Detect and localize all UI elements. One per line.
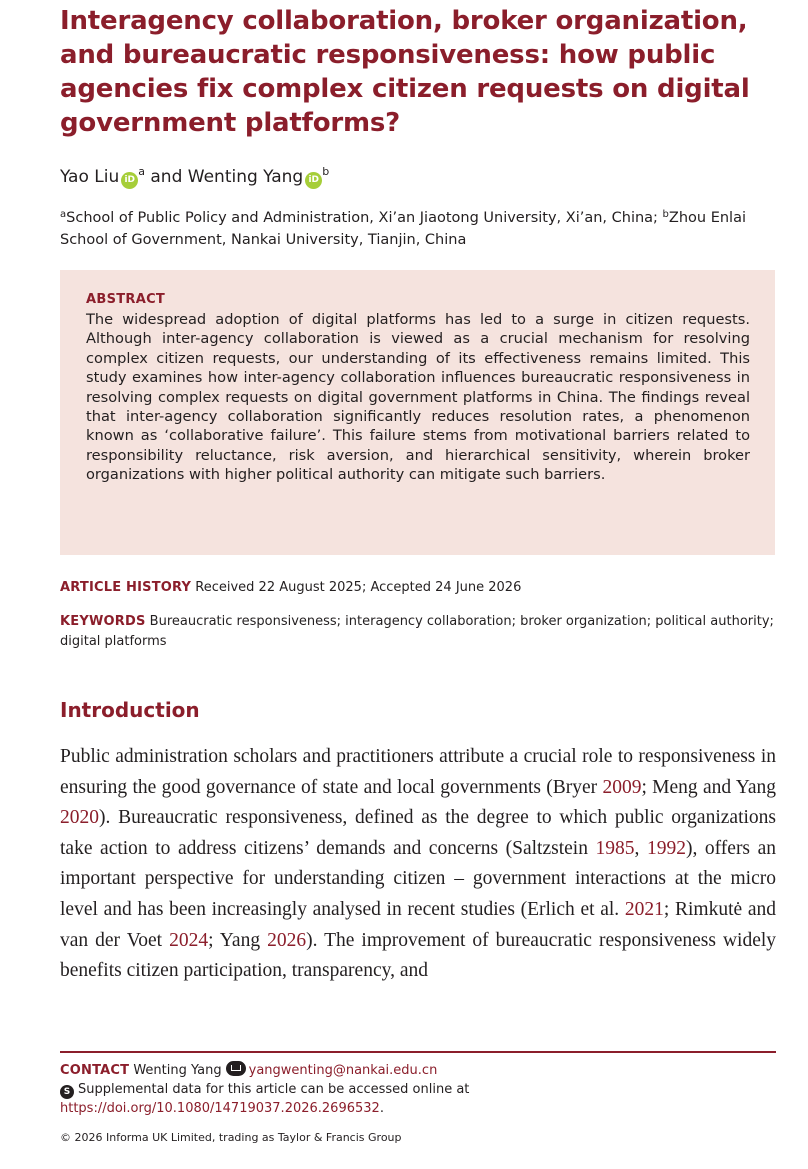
keywords-label: KEYWORDS	[60, 614, 146, 629]
citation-link[interactable]: 2020	[60, 807, 99, 829]
supplemental-data-icon: S	[60, 1085, 74, 1099]
author-connector: and	[150, 167, 183, 187]
footer-divider	[60, 1051, 776, 1053]
affiliation-marker: b	[662, 209, 669, 220]
introduction-paragraph	[60, 742, 776, 987]
affiliation-text: School of Public Policy and Administration, Xi’an Jiaotong University, Xi’an, China;	[66, 210, 658, 226]
contact-email-link[interactable]: yangwenting@nankai.edu.cn	[248, 1063, 438, 1078]
affiliation-marker: b	[322, 165, 330, 178]
affiliation-marker: a	[60, 209, 67, 220]
supplemental-text: Supplemental data for this article can be accessed online at	[78, 1082, 470, 1097]
paragraph-text: ; Yang	[208, 929, 268, 951]
article-history-text: Received 22 August 2025; Accepted 24 June 2026	[195, 580, 522, 595]
paragraph-text: ), offers an important perspective for understanding citizen – government interactions at the micro level and has been increasingly analysed in recent studies (Erlich et al.	[60, 837, 776, 920]
contact-line	[60, 1061, 776, 1080]
article-history	[60, 578, 780, 598]
paragraph-text: Public administration scholars and practitioners attribute a crucial role to responsiveness in ensuring the good governance of state and local governments (Bryer	[60, 746, 776, 798]
copyright-notice: © 2026 Informa UK Limited, trading as Taylor & Francis Group	[60, 1131, 402, 1144]
supplemental-doi-link[interactable]: https://doi.org/10.1080/14719037.2026.2696532	[60, 1101, 380, 1116]
paragraph-text: ; Rimkutė and van der Voet	[60, 898, 776, 951]
article-title: Interagency collaboration, broker organization, and bureaucratic responsiveness: how public agencies fix complex citizen requests on digital government platforms?	[60, 6, 750, 138]
affiliation-marker: a	[138, 165, 145, 178]
supplemental-note	[60, 1080, 776, 1118]
citation-link[interactable]: 2009	[602, 776, 642, 798]
affiliation-text: Zhou Enlai School of Government, Nankai University, Tianjin, China	[60, 210, 746, 248]
abstract-box	[60, 270, 775, 555]
contact-label: CONTACT	[60, 1063, 130, 1078]
author-name: Wenting Yang	[187, 167, 304, 187]
supplemental-end: .	[379, 1101, 384, 1116]
abstract-text: The widespread adoption of digital platforms has led to a surge in citizen requests. Although inter-agency collaboration is viewed as a crucial mechanism for resolving complex citizen requests, our understanding of its effectiveness remains limited. This study examines how inter-agency collaboration influences bureaucratic responsiveness in resolving complex requests on digital government platforms in China. The findings reveal that inter-agency collaboration significantly reduces resolution rates, a phenomenon known as ‘collaborative failure’. This failure stems from motivational barriers related to responsibility reluctance, risk aversion, and hierarchical sensitivity, wherein broker organizations with higher political authority can mitigate such barriers.	[86, 311, 750, 484]
affiliations	[60, 204, 780, 251]
keywords-text: Bureaucratic responsiveness; interagency collaboration; broker organization; political authority; digital platforms	[60, 614, 774, 649]
section-heading-introduction: Introduction	[60, 698, 200, 722]
citation-link[interactable]: 2026	[267, 929, 307, 951]
paragraph-text: ; Meng and Yang	[641, 776, 776, 798]
orcid-icon[interactable]: iD	[305, 172, 322, 189]
citation-link[interactable]: 1992	[646, 837, 686, 859]
paragraph-text: ). The improvement of bureaucratic responsiveness widely benefits citizen participation, transparency, and	[60, 929, 777, 982]
paragraph-text: ). Bureaucratic responsiveness, defined as the degree to which public organizations take action to address citizens’ demands and concerns (Saltzstein	[60, 807, 776, 859]
citation-link[interactable]: 2021	[624, 898, 664, 920]
citation-link[interactable]: 1985	[595, 837, 635, 859]
keywords	[60, 612, 776, 652]
paragraph-text: ,	[634, 837, 647, 859]
author-list	[60, 160, 760, 189]
article-history-label: ARTICLE HISTORY	[60, 580, 192, 595]
abstract-heading: ABSTRACT	[86, 292, 166, 307]
contact-name: Wenting Yang	[133, 1063, 222, 1078]
citation-link[interactable]: 2024	[169, 929, 209, 951]
email-icon	[226, 1061, 246, 1076]
author-name: Yao Liu	[60, 167, 120, 187]
orcid-icon[interactable]: iD	[121, 172, 138, 189]
